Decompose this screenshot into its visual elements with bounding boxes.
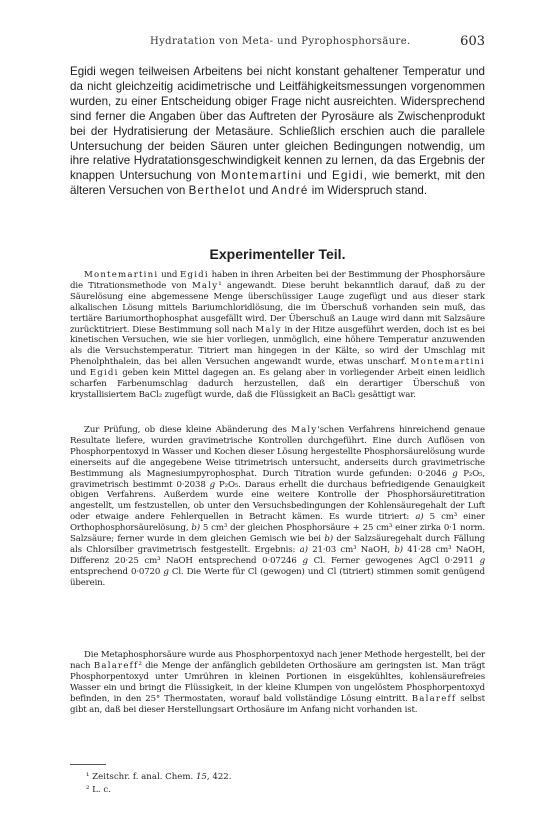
text-run: der Salzsäuregehalt durch Fällung als Chlorsilber gravimetrisch festgestellt. Ergebnis: xyxy=(70,534,485,555)
author-name: Montemartini xyxy=(84,270,159,280)
body-paragraph-control xyxy=(70,425,485,589)
text-run: haben in ihren Arbeiten bei der Bestimmung der Phosphorsäure die Titrationsmethode von xyxy=(70,270,485,291)
author-name: Egidi xyxy=(89,368,119,379)
text-run: Die Metaphosphorsäure wurde aus Phosphorpentoxyd nach jener Methode hergestellt, bei der nach xyxy=(70,650,485,671)
section-heading: Experimenteller Teil. xyxy=(209,246,346,262)
author-name: Egidi xyxy=(180,270,209,280)
unit: g xyxy=(209,479,216,490)
text-run: in der Hitze ausgeführt werden, doch ist es bei kinetischen Versuchen, wie sie hier vorliegen, unmöglich, eine höhere Temperatur anzuwenden als die Versuchstemperatur. Titriert man hingegen in der Kälte, so wird der Umschlag mit Phenolphthalein, das bei allen Versuchen angewandt wurde, etwas unscharf. xyxy=(70,324,486,368)
text-run: ¹ angewandt. Diese beruht bekanntlich darauf, daß zu der Säurelösung eine abgemessene Menge überschüssiger Lauge zugefügt und aus dieser stark alkalischen Lösung mittels Bariumchloridlösung, die im Überschuß vorhanden sein muß, das tertiäre Bariumorthophosphat ausgefällt wird. Der Überschuß an Lauge wird dann mit Salzsäure zurücktitriert. Diese Bestimmung soll nach xyxy=(70,280,485,335)
author-name: Berthelot xyxy=(188,184,246,198)
text-run: und xyxy=(302,169,333,183)
text-run: 5 cm³ einer Orthophosphorsäurelösung, xyxy=(70,512,485,534)
running-header xyxy=(70,36,485,52)
page-number: 603 xyxy=(460,34,485,49)
enum-label: a) xyxy=(299,544,308,555)
footnote-text: ¹ Zeitschr. f. anal. Chem. xyxy=(86,772,196,782)
unit: g xyxy=(452,468,458,479)
footnote-text: 422. xyxy=(209,772,232,782)
intro-paragraph xyxy=(70,65,485,199)
enum-label: a) xyxy=(415,512,424,523)
text-run: Cl. Ferner gewogenes AgCl 0·2911 xyxy=(307,555,480,566)
author-name: Maly xyxy=(191,280,219,291)
text-run: und xyxy=(70,368,90,379)
text-run: Cl. Die Werte für Cl (gewogen) und Cl (titriert) stimmen somit genügend überein. xyxy=(70,566,485,588)
body-paragraph-metaphosphoric xyxy=(70,650,485,715)
text-run: , wie bemerkt, mit den älteren Versuchen von xyxy=(70,169,486,198)
enum-label: b) xyxy=(191,523,200,534)
unit: g xyxy=(302,555,308,566)
text-run: 21·03 cm³ NaOH, xyxy=(307,544,395,555)
enum-label: b) xyxy=(324,534,333,545)
footnote-divider xyxy=(70,764,106,765)
text-run: ² die Menge der anfänglich gebildeten Orthosäure am geringsten ist. Man trägt Phosphorpentoxyd unter Umrühren in kleinen Portionen in eisgekühltes, kohlensäurefreies Wasser ein und bringt die Flüssigkeit, in der kleine Klumpen von ungelöstem Phosphorpentoxyd befinden, in den 25° Thermostaten, worauf bald vollständige Lösung eintritt. xyxy=(70,660,485,704)
unit: g xyxy=(479,555,485,566)
author-name: Balareff xyxy=(93,660,139,671)
running-title: Hydratation von Meta- und Pyrophosphorsäure. xyxy=(150,36,411,47)
text-run: selbst gibt an, daß bei dieser Herstellungsart Orthosäure im Anfang nicht vorhanden ist. xyxy=(70,693,485,715)
text-run: Egidi wegen teilweisen Arbeitens bei nicht konstant gehaltener Temperatur und da nicht gleichzeitig acidimetrische und Leitfähigkeitsmessungen vorgenommen wurden, zu einer Entscheidung obiger Frage nicht ausreichten. Widersprechend sind ferner die Angaben über das Auftreten der Pyrosäure als Zwischenprodukt bei der Hydratisierung der Metasäure. Schließlich erschien auch die parallele Untersuchung der beiden Säuren unter gleichen Bedingungen notwendig, um ihre relative Hydratationsgeschwindigkeit kennen zu lernen, da das Ergebnis der knappen Untersuchung von xyxy=(70,65,485,183)
text-run: 'schen Verfahrens hinreichend genaue Resultate liefere, wurden gravimetrische Kontrollen durchgeführt. Eine durch Auflösen von Phosphorpentoxyd in Wasser und Kochen dieser Lösung hergestellte Phosphorsäurelösung wurde einerseits auf die angegebene Weise titrimetrisch untersucht, anderseits durch gravimetrische Bestimmung als Magnesiumpyrophosphat. Durch Titration wurde gefunden: 0·2046 xyxy=(70,425,485,479)
author-name: Maly xyxy=(255,324,282,335)
footnote-2: ² L. c. xyxy=(86,785,111,795)
body-paragraph-titration xyxy=(70,270,485,401)
author-name: Montemartini xyxy=(410,357,485,368)
text-run: P₂O₅, gravimetrisch bestimmt 0·2038 xyxy=(70,468,485,490)
enum-label: b) xyxy=(394,544,403,555)
footnote-1 xyxy=(86,772,232,782)
author-name: Montemartini xyxy=(220,169,303,183)
text-run: P₂O₅. Daraus erhellt die durchaus befriedigende Genauigkeit obigen Verfahrens. Außerdem wurde eine weitere Kontrolle der Phosphorsäuretitration angestellt, um festzustellen, ob unter den Versuchsbedingungen der Kohlensäuregehalt der Luft oder etwaige andere Fehlerquellen in Betracht kämen. Es wurde titriert: xyxy=(70,479,486,523)
author-name: Maly xyxy=(291,425,318,435)
text-run: Zur Prüfung, ob diese kleine Abänderung des xyxy=(84,425,292,435)
footnote-volume: 15, xyxy=(195,772,210,782)
author-name: André xyxy=(271,184,309,198)
author-name: Egidi xyxy=(332,169,364,183)
text-run: entsprechend 0·0720 xyxy=(70,566,164,577)
author-name: Balareff xyxy=(411,693,457,704)
text-run: im Widerspruch stand. xyxy=(308,184,428,198)
text-run: und xyxy=(245,184,272,198)
text-run: 5 cm³ der gleichen Phosphorsäure + 25 cm³ einer zirka 0·1 norm. Salzsäure; ferner wurde in dem gleichen Gemisch wie bei xyxy=(70,523,485,545)
unit: g xyxy=(163,566,169,577)
text-run: geben kein Mittel dagegen an. Es gelang aber in vorliegender Arbeit einen leidlich scharfen Farbenumschlag dadurch herzustellen, daß ein derartiger Überschuß von krystallisiertem BaCl₂ zugefügt wurde, daß die Flüssigkeit an BaCl₂ gesättigt war. xyxy=(70,368,485,400)
text-run: 41·28 cm³ NaOH, Differenz 20·25 cm³ NaOH entsprechend 0·07246 xyxy=(70,544,485,566)
text-run: und xyxy=(158,270,181,280)
